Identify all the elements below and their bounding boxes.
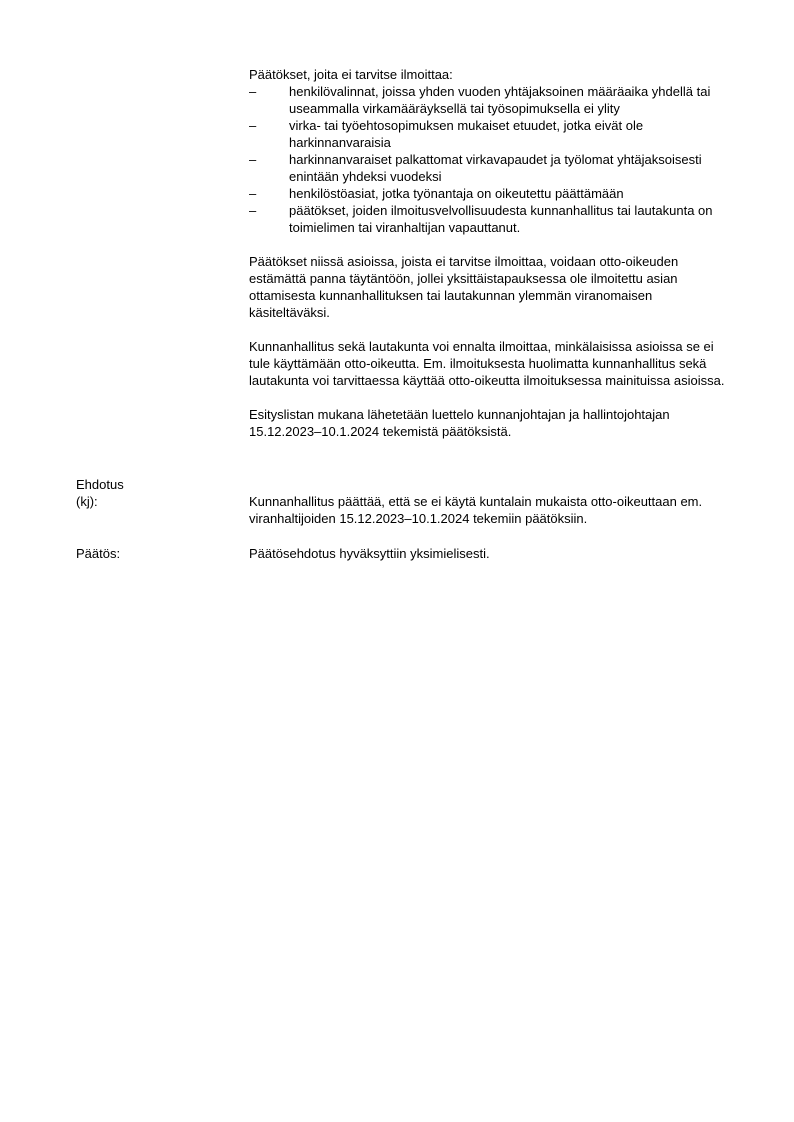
advance-notice-paragraph: Kunnanhallitus sekä lautakunta voi ennalta ilmoittaa, minkälaisissa asioissa se ei tule käyttämään otto-oikeutta. Em. ilmoituksesta huolimatta kunnanhallitus sekä lautakunta voi tarvittaessa käyttää otto-oikeutta ilmoituksessa mainituissa asioissa. [249,339,725,388]
list-item [249,185,735,202]
notice-list [249,83,735,236]
dash-marker: – [249,118,257,133]
list-item-text: harkinnanvaraiset palkattomat virkavapaudet ja työlomat yhtäjaksoisesti enintään yhdeksi vuodeksi [289,152,702,184]
decision-label: Päätös: [76,546,121,561]
list-item-text: henkilöstöasiat, jotka työnantaja on oikeutettu päättämään [289,186,624,201]
list-item-text: päätökset, joiden ilmoitusvelvollisuudesta kunnanhallitus tai lautakunta on toimielimen tai viranhaltijan vapauttanut. [289,203,713,235]
proposal-label-line1: Ehdotus [76,477,124,492]
list-item [249,202,735,236]
notice-intro: Päätökset, joita ei tarvitse ilmoittaa: [249,67,453,82]
decision-text: Päätösehdotus hyväksyttiin yksimielisesti. [249,546,490,561]
dash-marker: – [249,186,257,201]
list-item [249,83,735,117]
enforcement-paragraph: Päätökset niissä asioissa, joista ei tarvitse ilmoittaa, voidaan otto-oikeuden estämättä panna täytäntöön, jollei yksittäistapauksessa ole ilmoitettu asian ottamisesta kunnanhallituksen tai lautakunnan ylemmän viranomaisen käsiteltäväksi. [249,254,679,320]
attachment-paragraph: Esityslistan mukana lähetetään luettelo kunnanjohtajan ja hallintojohtajan 15.12.2023–10.1.2024 tekemistä päätöksistä. [249,407,670,439]
proposal-text: Kunnanhallitus päättää, että se ei käytä kuntalain mukaista otto-oikeuttaan em. viranhaltijoiden 15.12.2023–10.1.2024 tekemiin päätöksiin. [249,494,703,526]
list-item-text: virka- tai työehtosopimuksen mukaiset etuudet, jotka eivät ole harkinnanvaraisia [289,118,644,150]
list-item [249,117,735,151]
list-item [249,151,735,185]
proposal-label [76,476,246,510]
dash-marker: – [249,152,257,167]
list-item-text: henkilövalinnat, joissa yhden vuoden yhtäjaksoinen määräaika yhdellä tai useammalla virkamääräyksellä tai työsopimuksella ei ylity [289,84,711,116]
proposal-label-line2: (kj): [76,494,98,509]
main-content [249,66,735,440]
dash-marker: – [249,84,257,99]
dash-marker: – [249,203,257,218]
